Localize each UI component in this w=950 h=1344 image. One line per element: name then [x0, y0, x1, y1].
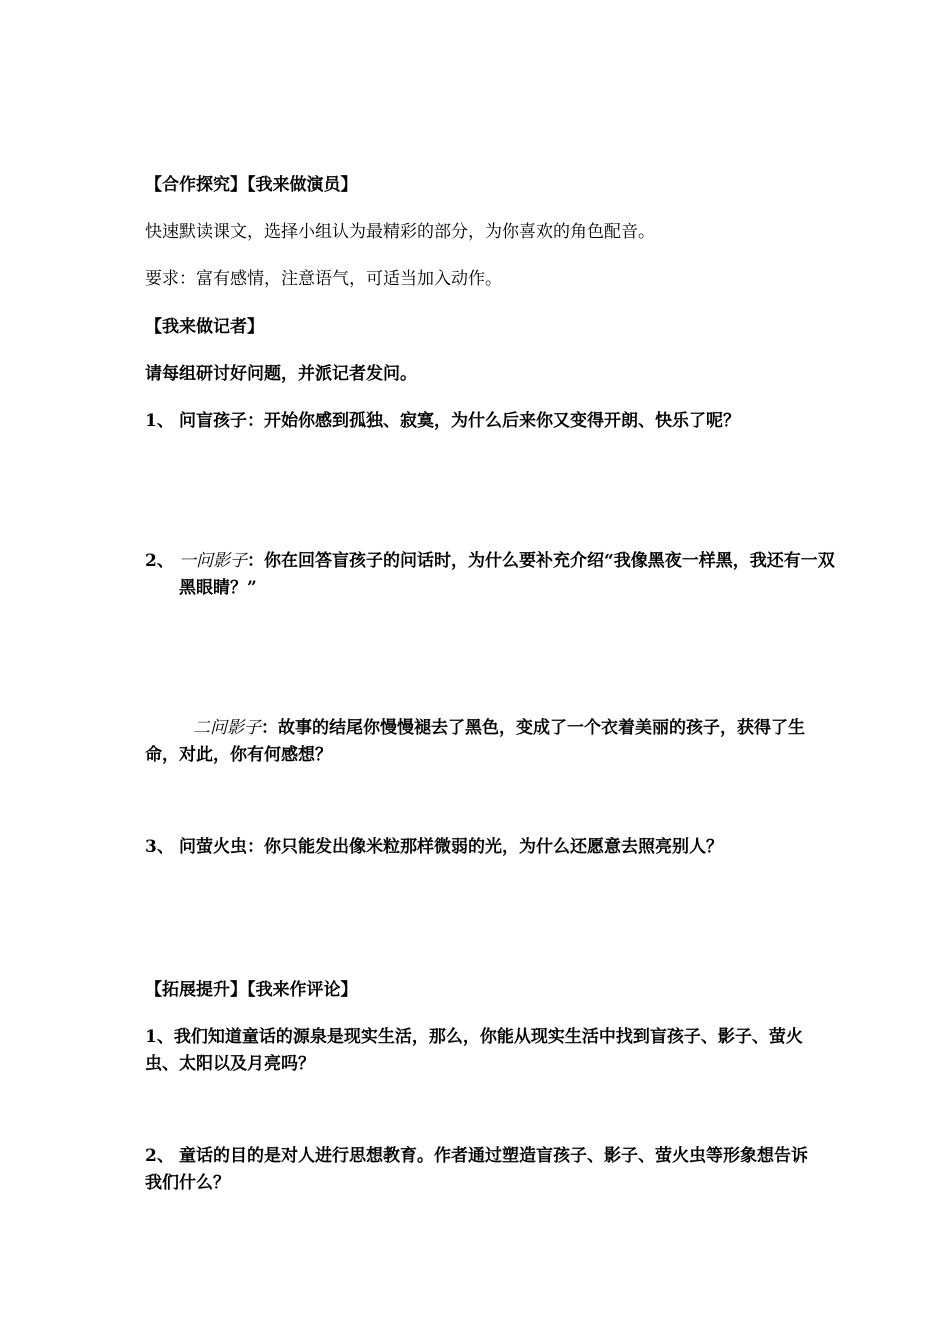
section-heading-reporter: 【我来做记者】	[145, 317, 264, 337]
question-2b	[145, 715, 815, 769]
question-text: ：故事的结尾你慢慢褪去了黑色，变成了一个衣着美丽的孩子，获得了生命，对此，你有何感想？	[145, 718, 805, 765]
question-number: 3、	[145, 837, 174, 857]
question-number: 1、	[145, 411, 174, 431]
question-1	[145, 408, 815, 434]
section-heading-cooperative: 【合作探究】【我来做演员】	[145, 175, 358, 195]
question-label: 二问影子	[193, 718, 261, 738]
section-heading-extension: 【拓展提升】【我来作评论】	[145, 980, 358, 1000]
question-3	[145, 834, 815, 860]
question-text: 童话的目的是对人进行思想教育。作者通过塑造盲孩子、影子、萤火虫等形象想告诉我们什么？	[145, 1146, 808, 1193]
question-text: 问萤火虫：你只能发出像米粒那样微弱的光，为什么还愿意去照亮别人？	[179, 837, 723, 857]
extension-question-2	[145, 1143, 815, 1197]
question-number: 2、	[145, 1146, 174, 1166]
question-number: 2、	[145, 551, 174, 571]
instruction-text: 快速默读课文，选择小组认为最精彩的部分，为你喜欢的角色配音。	[145, 222, 655, 242]
requirement-text: 要求：富有感情，注意语气，可适当加入动作。	[145, 269, 502, 289]
question-label: 一问影子	[179, 551, 247, 571]
question-2	[145, 548, 849, 602]
question-text: ：你在回答盲孩子的问话时，为什么要补充介绍“我像黑夜一样黑，我还有一双黑眼睛？”	[179, 551, 835, 598]
extension-question-1: 1、我们知道童话的源泉是现实生活，那么，你能从现实生活中找到盲孩子、影子、萤火虫、太阳以及月亮吗？	[145, 1027, 803, 1074]
question-text: 问盲孩子：开始你感到孤独、寂寞，为什么后来你又变得开朗、快乐了呢？	[179, 411, 740, 431]
reporter-intro: 请每组研讨好问题，并派记者发问。	[145, 364, 417, 384]
